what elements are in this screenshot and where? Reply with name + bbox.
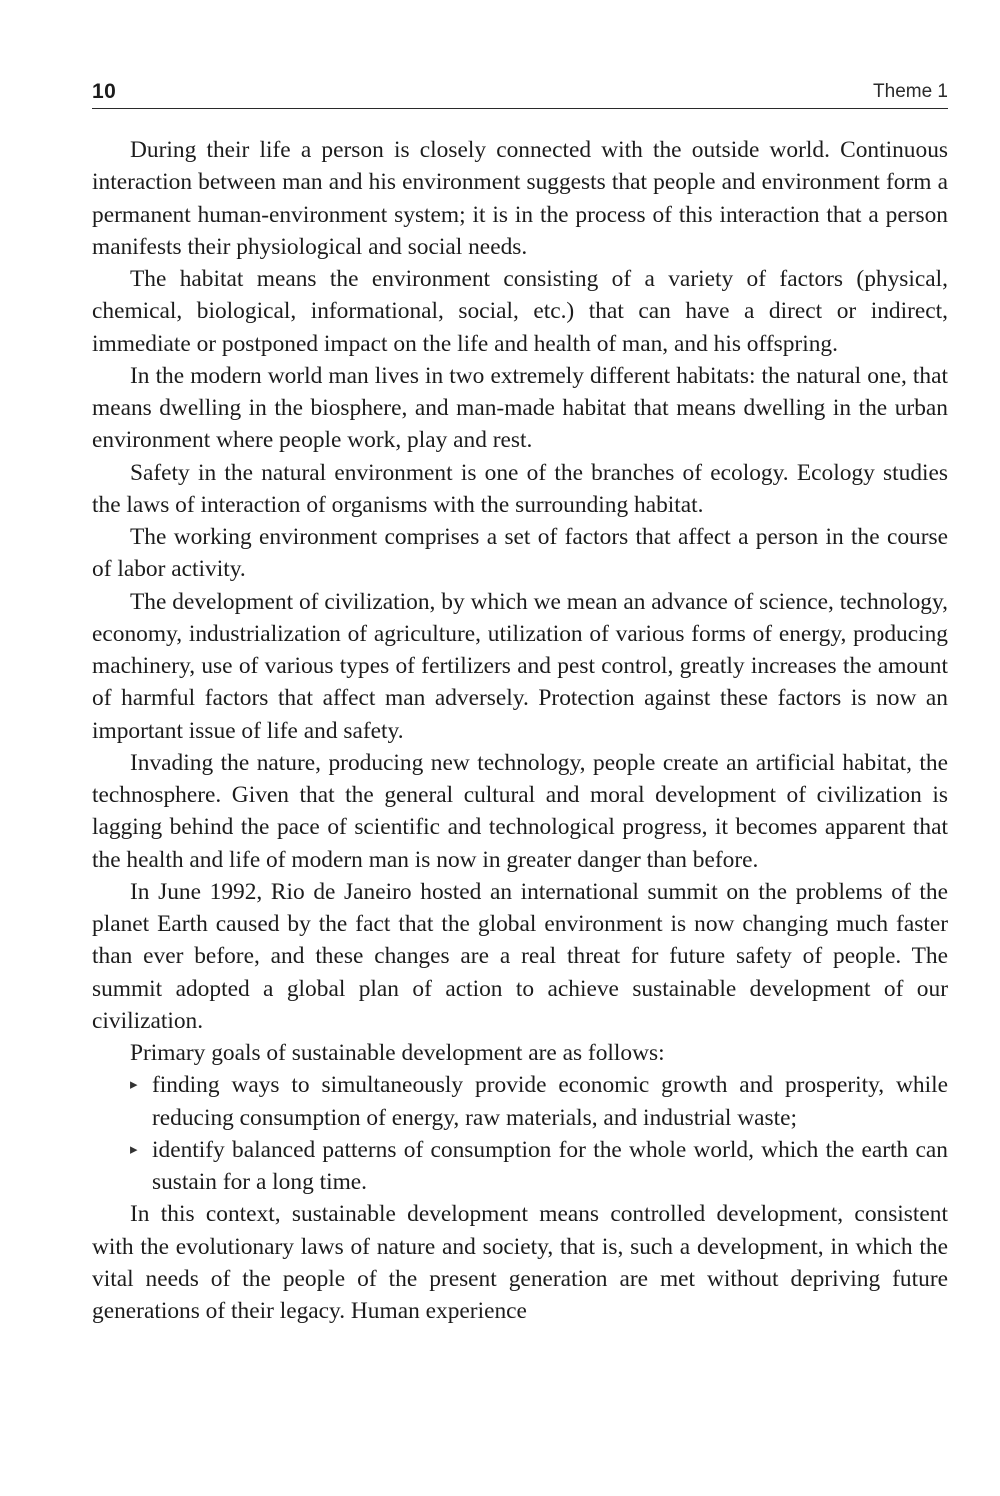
triangle-bullet-icon: ▸ (130, 1141, 138, 1158)
paragraph: Invading the nature, producing new technology, people create an artificial habitat, the technosphere. Given that the general cultural and moral development of civilization is lagging behind the pace of scientific and technological progress, it becomes apparent that the health and life of modern man is now in greater danger than before. (92, 749, 948, 873)
paragraph: Primary goals of sustainable development are as follows: (130, 1040, 665, 1066)
paragraph: The habitat means the environment consisting of a variety of factors (physical, chemical, biological, informational, social, etc.) that can have a direct or indirect, immediate or postponed impact on the life and health of man, and his offspring. (92, 266, 948, 357)
list-item-text: identify balanced patterns of consumption for the whole world, which the earth can sustain for a long time. (152, 1136, 948, 1195)
running-head (92, 78, 948, 109)
paragraph: The development of civilization, by which we mean an advance of science, technology, economy, industrialization of agriculture, utilization of various forms of energy, producing machinery, use of various types of fertilizers and pest control, greatly increases the amount of harmful factors that affect man adversely. Protection against these factors is now an important issue of life and safety. (92, 588, 948, 744)
paragraph: The working environment comprises a set of factors that affect a person in the course of labor activity. (92, 524, 948, 583)
list-item (130, 1134, 948, 1199)
list-item (130, 1069, 948, 1134)
paragraph: Safety in the natural environment is one of the branches of ecology. Ecology studies the laws of interaction of organisms with the surrounding habitat. (92, 459, 948, 518)
list-item-text: finding ways to simultaneously provide economic growth and prosperity, while reducing consumption of energy, raw materials, and industrial waste; (152, 1072, 948, 1131)
paragraph: In June 1992, Rio de Janeiro hosted an international summit on the problems of the planet Earth caused by the fact that the global environment is now changing much faster than ever before, and these changes are a real threat for future safety of people. The summit adopted a global plan of action to achieve sustainable development of our civilization. (92, 878, 948, 1034)
triangle-bullet-icon: ▸ (130, 1077, 138, 1094)
paragraph: In the modern world man lives in two extremely different habitats: the natural one, that means dwelling in the biosphere, and man-made habitat that means dwelling in the urban environment where people work, play and rest. (92, 362, 948, 454)
paragraph: During their life a person is closely connected with the outside world. Continuous interaction between man and his environment suggests that people and environment form a permanent human-environment system; it is in the process of this interaction that a person manifests their physiological and social needs. (92, 137, 948, 260)
section-label: Theme 1 (873, 81, 948, 102)
body-text (92, 134, 948, 1327)
goals-list (92, 1069, 948, 1198)
paragraph: In this context, sustainable development means controlled development, consistent with the evolutionary laws of nature and society, that is, such a development, in which the vital needs of the people of the present generation are met without depriving future generations of their legacy. Human experience (92, 1201, 948, 1324)
page-number: 10 (92, 80, 117, 103)
